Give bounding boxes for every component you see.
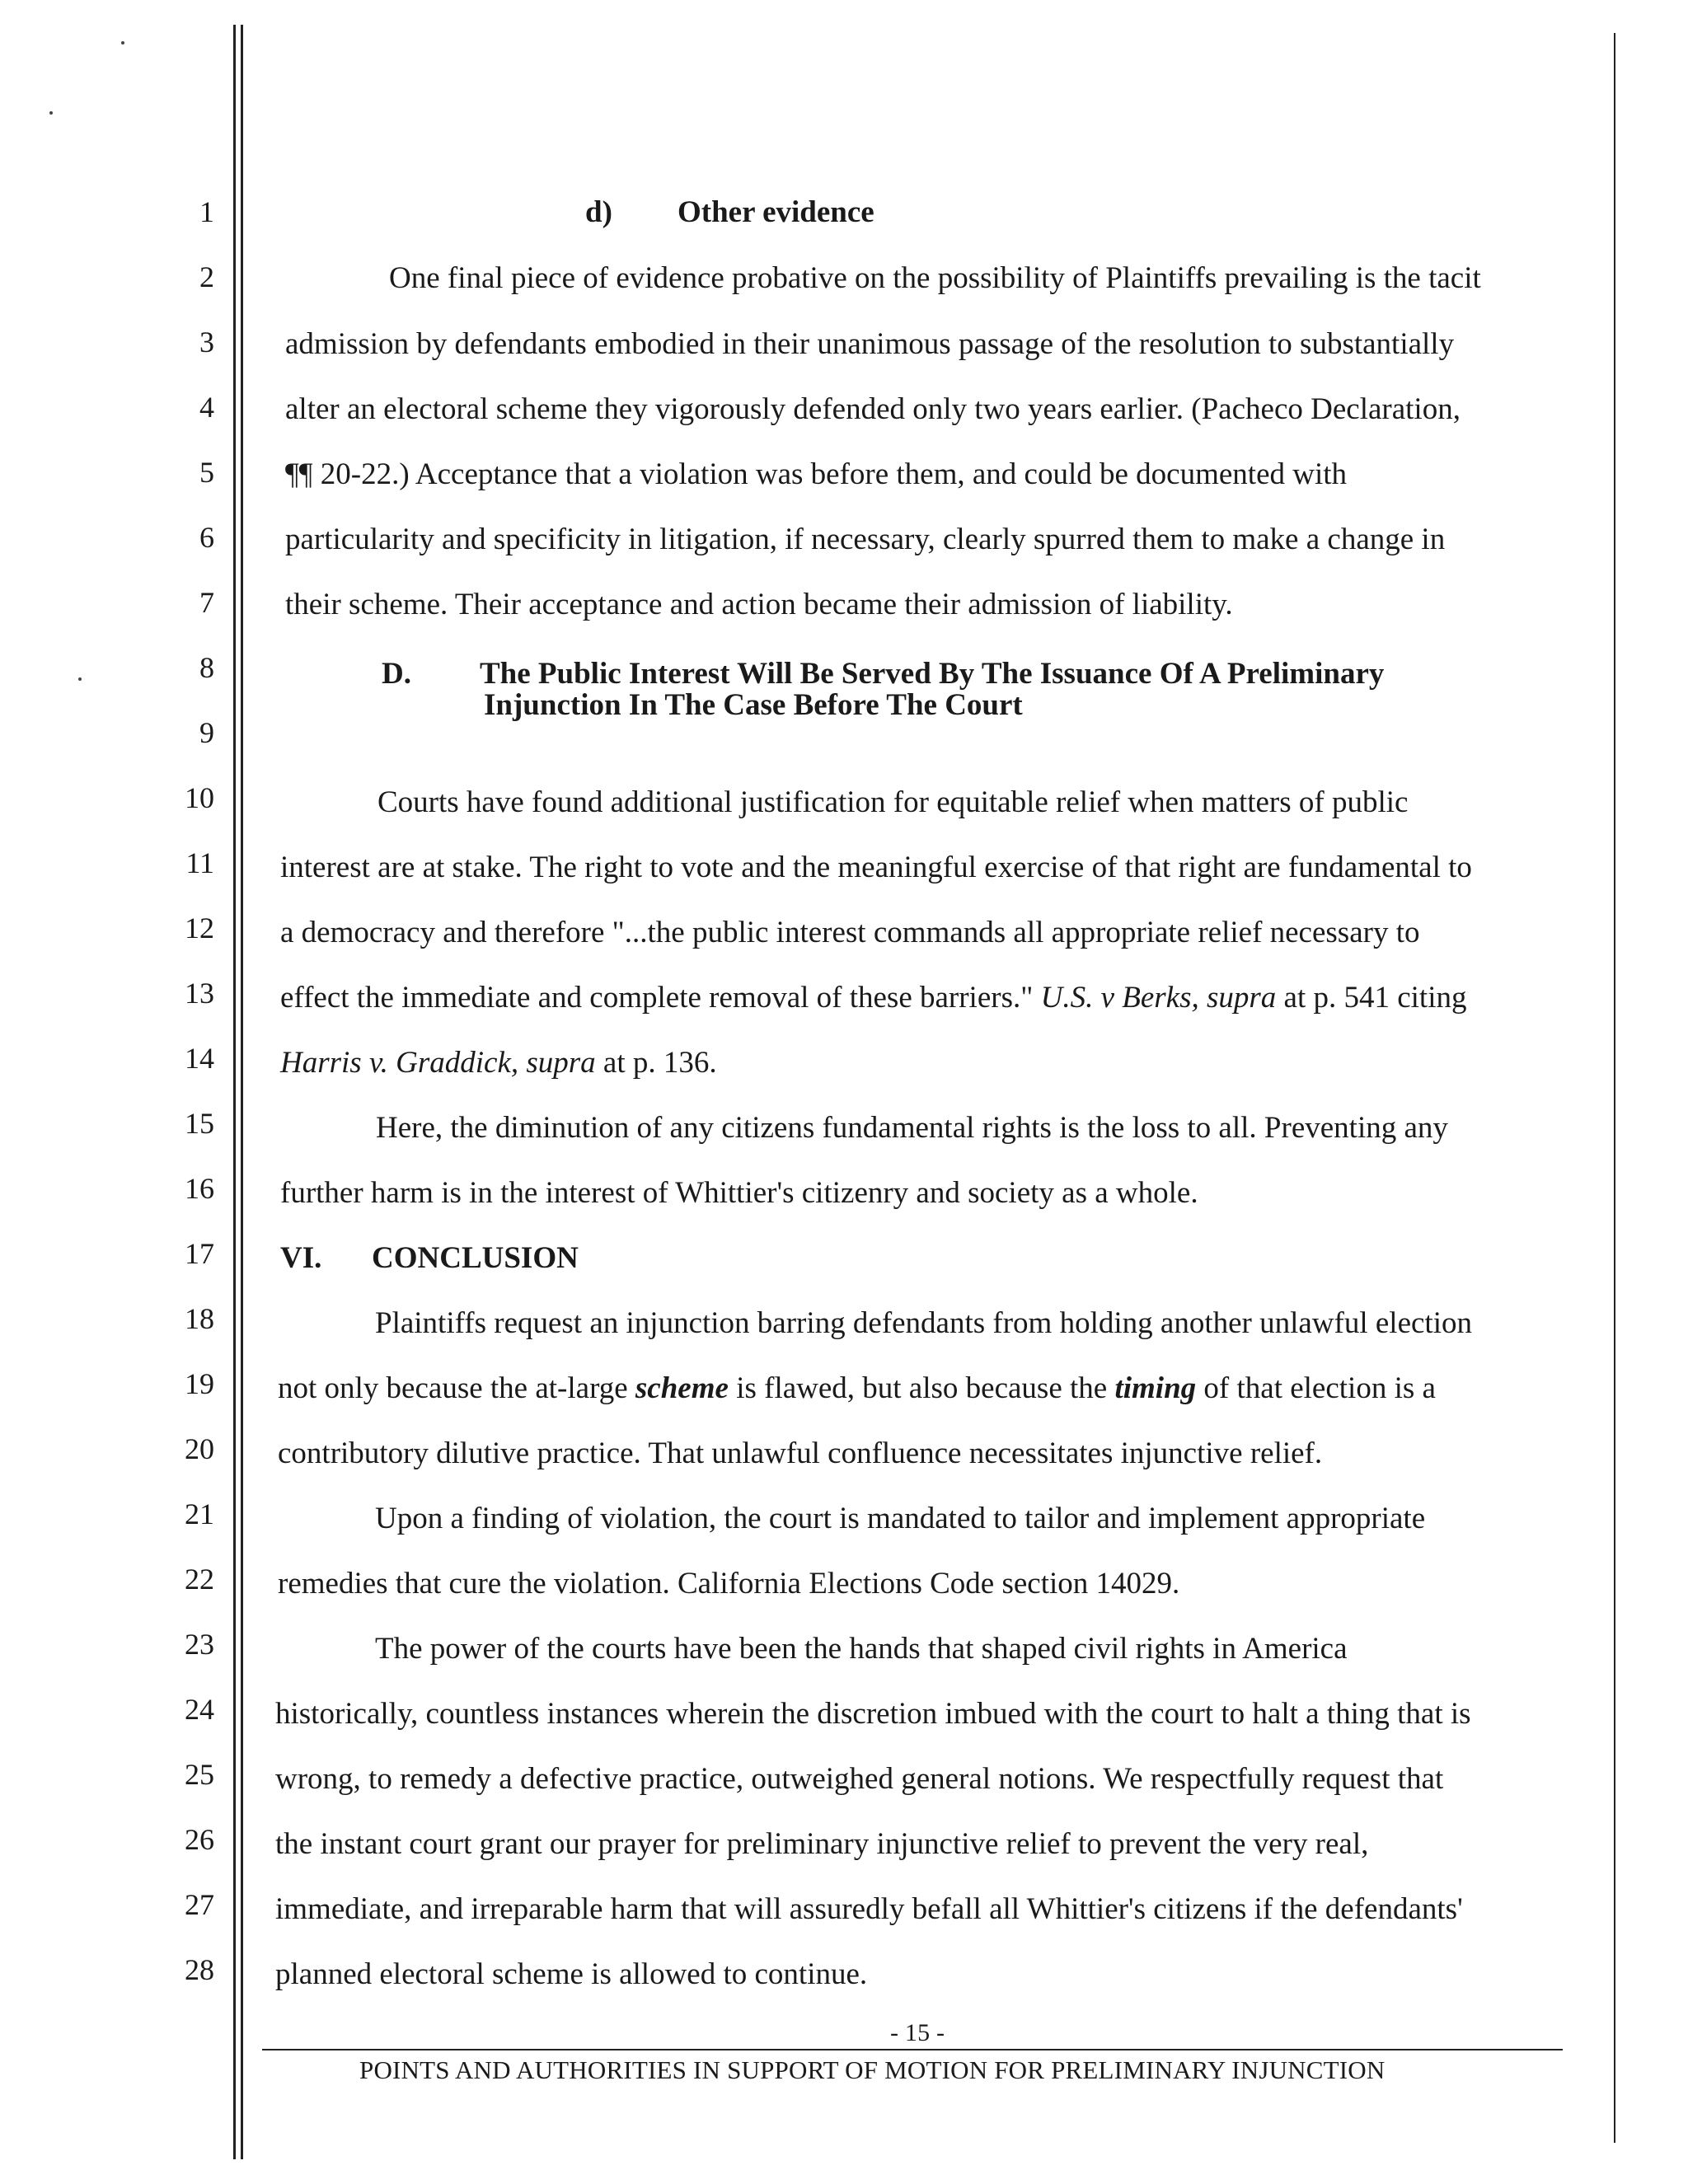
section-title-line: Injunction In The Case Before The Court [484, 688, 1023, 722]
body-text: of that election is a [1196, 1371, 1436, 1405]
body-line: One final piece of evidence probative on the possibility of Plaintiffs prevailing is the tacit [389, 261, 1481, 295]
line-number: 20 [185, 1432, 214, 1465]
footer-caption: POINTS AND AUTHORITIES IN SUPPORT OF MOTION FOR PRELIMINARY INJUNCTION [359, 2055, 1386, 2084]
body-line: Here, the diminution of any citizens fundamental rights is the loss to all. Preventing any [376, 1111, 1448, 1145]
body-line: contributory dilutive practice. That unlawful confluence necessitates injunctive relief. [278, 1436, 1323, 1470]
body-line [278, 1371, 1436, 1407]
emphasis: scheme [635, 1371, 729, 1405]
body-line: particularity and specificity in litigation, if necessary, clearly spurred them to make a change in [285, 523, 1446, 556]
body-line: wrong, to remedy a defective practice, outweighed general notions. We respectfully request that [275, 1762, 1444, 1796]
line-number: 6 [199, 521, 214, 554]
body-line: interest are at stake. The right to vote and the meaningful exercise of that right are fundamental to [280, 851, 1472, 884]
body-line: immediate, and irreparable harm that will assuredly befall all Whittier's citizens if the defendants' [275, 1892, 1463, 1926]
line-number: 7 [199, 586, 214, 619]
scan-speck [121, 41, 124, 45]
line-number: 5 [199, 456, 214, 489]
body-line [280, 980, 1467, 1016]
line-number: 3 [199, 326, 214, 359]
line-number: 16 [185, 1172, 214, 1205]
page-number: - 15 - [890, 2019, 945, 2046]
body-line [280, 1045, 717, 1081]
scan-speck [49, 111, 53, 115]
line-number: 21 [185, 1497, 214, 1530]
left-margin-rule-inner [241, 25, 243, 2159]
body-line: alter an electoral scheme they vigorously defended only two years earlier. (Pacheco Declaration, [285, 392, 1461, 426]
left-margin-rule-outer [233, 25, 236, 2159]
body-text: not only because the at-large [278, 1371, 635, 1405]
line-number: 4 [199, 391, 214, 424]
scan-speck [78, 677, 82, 681]
body-line: Courts have found additional justification for equitable relief when matters of public [377, 785, 1409, 819]
line-number: 26 [185, 1823, 214, 1856]
body-line: a democracy and therefore "...the public interest commands all appropriate relief necessary to [280, 916, 1420, 949]
body-text: effect the immediate and complete removal of these barriers." [280, 981, 1041, 1015]
case-citation: Harris v. Graddick, supra [280, 1046, 596, 1080]
body-line: their scheme. Their acceptance and action became their admission of liability. [285, 588, 1233, 621]
line-number: 15 [185, 1107, 214, 1140]
line-number: 10 [185, 781, 214, 814]
section-label: VI. [280, 1241, 322, 1275]
section-title: CONCLUSION [372, 1241, 579, 1275]
body-text: at p. 541 citing [1276, 981, 1467, 1015]
line-number: 17 [185, 1237, 214, 1270]
line-number: 27 [185, 1888, 214, 1921]
section-label: D. [382, 657, 411, 691]
line-number: 9 [199, 716, 214, 749]
line-number: 28 [185, 1953, 214, 1986]
subsection-title: Other evidence [678, 195, 874, 229]
line-number: 23 [185, 1628, 214, 1661]
footer-rule [262, 2049, 1563, 2050]
body-text: is flawed, but also because the [728, 1371, 1115, 1405]
right-margin-rule [1614, 33, 1615, 2143]
line-number: 25 [185, 1758, 214, 1791]
case-citation: U.S. v Berks, supra [1040, 981, 1277, 1015]
body-line: admission by defendants embodied in their unanimous passage of the resolution to substantially [285, 327, 1455, 361]
line-number: 19 [185, 1367, 214, 1400]
body-text: at p. 136. [595, 1046, 717, 1080]
body-line: Upon a finding of violation, the court is mandated to tailor and implement appropriate [375, 1502, 1426, 1535]
line-number: 1 [199, 195, 214, 228]
line-number: 8 [199, 651, 214, 684]
line-number: 11 [185, 846, 214, 879]
line-number: 2 [199, 260, 214, 293]
body-line: remedies that cure the violation. California Elections Code section 14029. [278, 1567, 1180, 1601]
line-number: 14 [185, 1042, 214, 1075]
line-number: 13 [185, 977, 214, 1010]
body-line: Plaintiffs request an injunction barring defendants from holding another unlawful election [375, 1306, 1472, 1340]
body-line: further harm is in the interest of Whittier's citizenry and society as a whole. [280, 1176, 1198, 1210]
body-line: The power of the courts have been the hands that shaped civil rights in America [375, 1632, 1348, 1666]
subsection-label: d) [585, 195, 612, 229]
line-number: 12 [185, 912, 214, 944]
line-number: 18 [185, 1302, 214, 1335]
body-line: ¶¶ 20-22.) Acceptance that a violation was before them, and could be documented with [285, 457, 1348, 491]
body-line: planned electoral scheme is allowed to continue. [275, 1957, 868, 1991]
section-title [480, 658, 1384, 721]
section-title-line: The Public Interest Will Be Served By The Issuance Of A Preliminary [480, 657, 1385, 691]
emphasis: timing [1114, 1371, 1197, 1405]
body-line: the instant court grant our prayer for preliminary injunctive relief to prevent the very real, [275, 1827, 1369, 1861]
line-number: 24 [185, 1693, 214, 1726]
line-number: 22 [185, 1563, 214, 1596]
body-line: historically, countless instances wherein the discretion imbued with the court to halt a thing that is [275, 1697, 1471, 1731]
